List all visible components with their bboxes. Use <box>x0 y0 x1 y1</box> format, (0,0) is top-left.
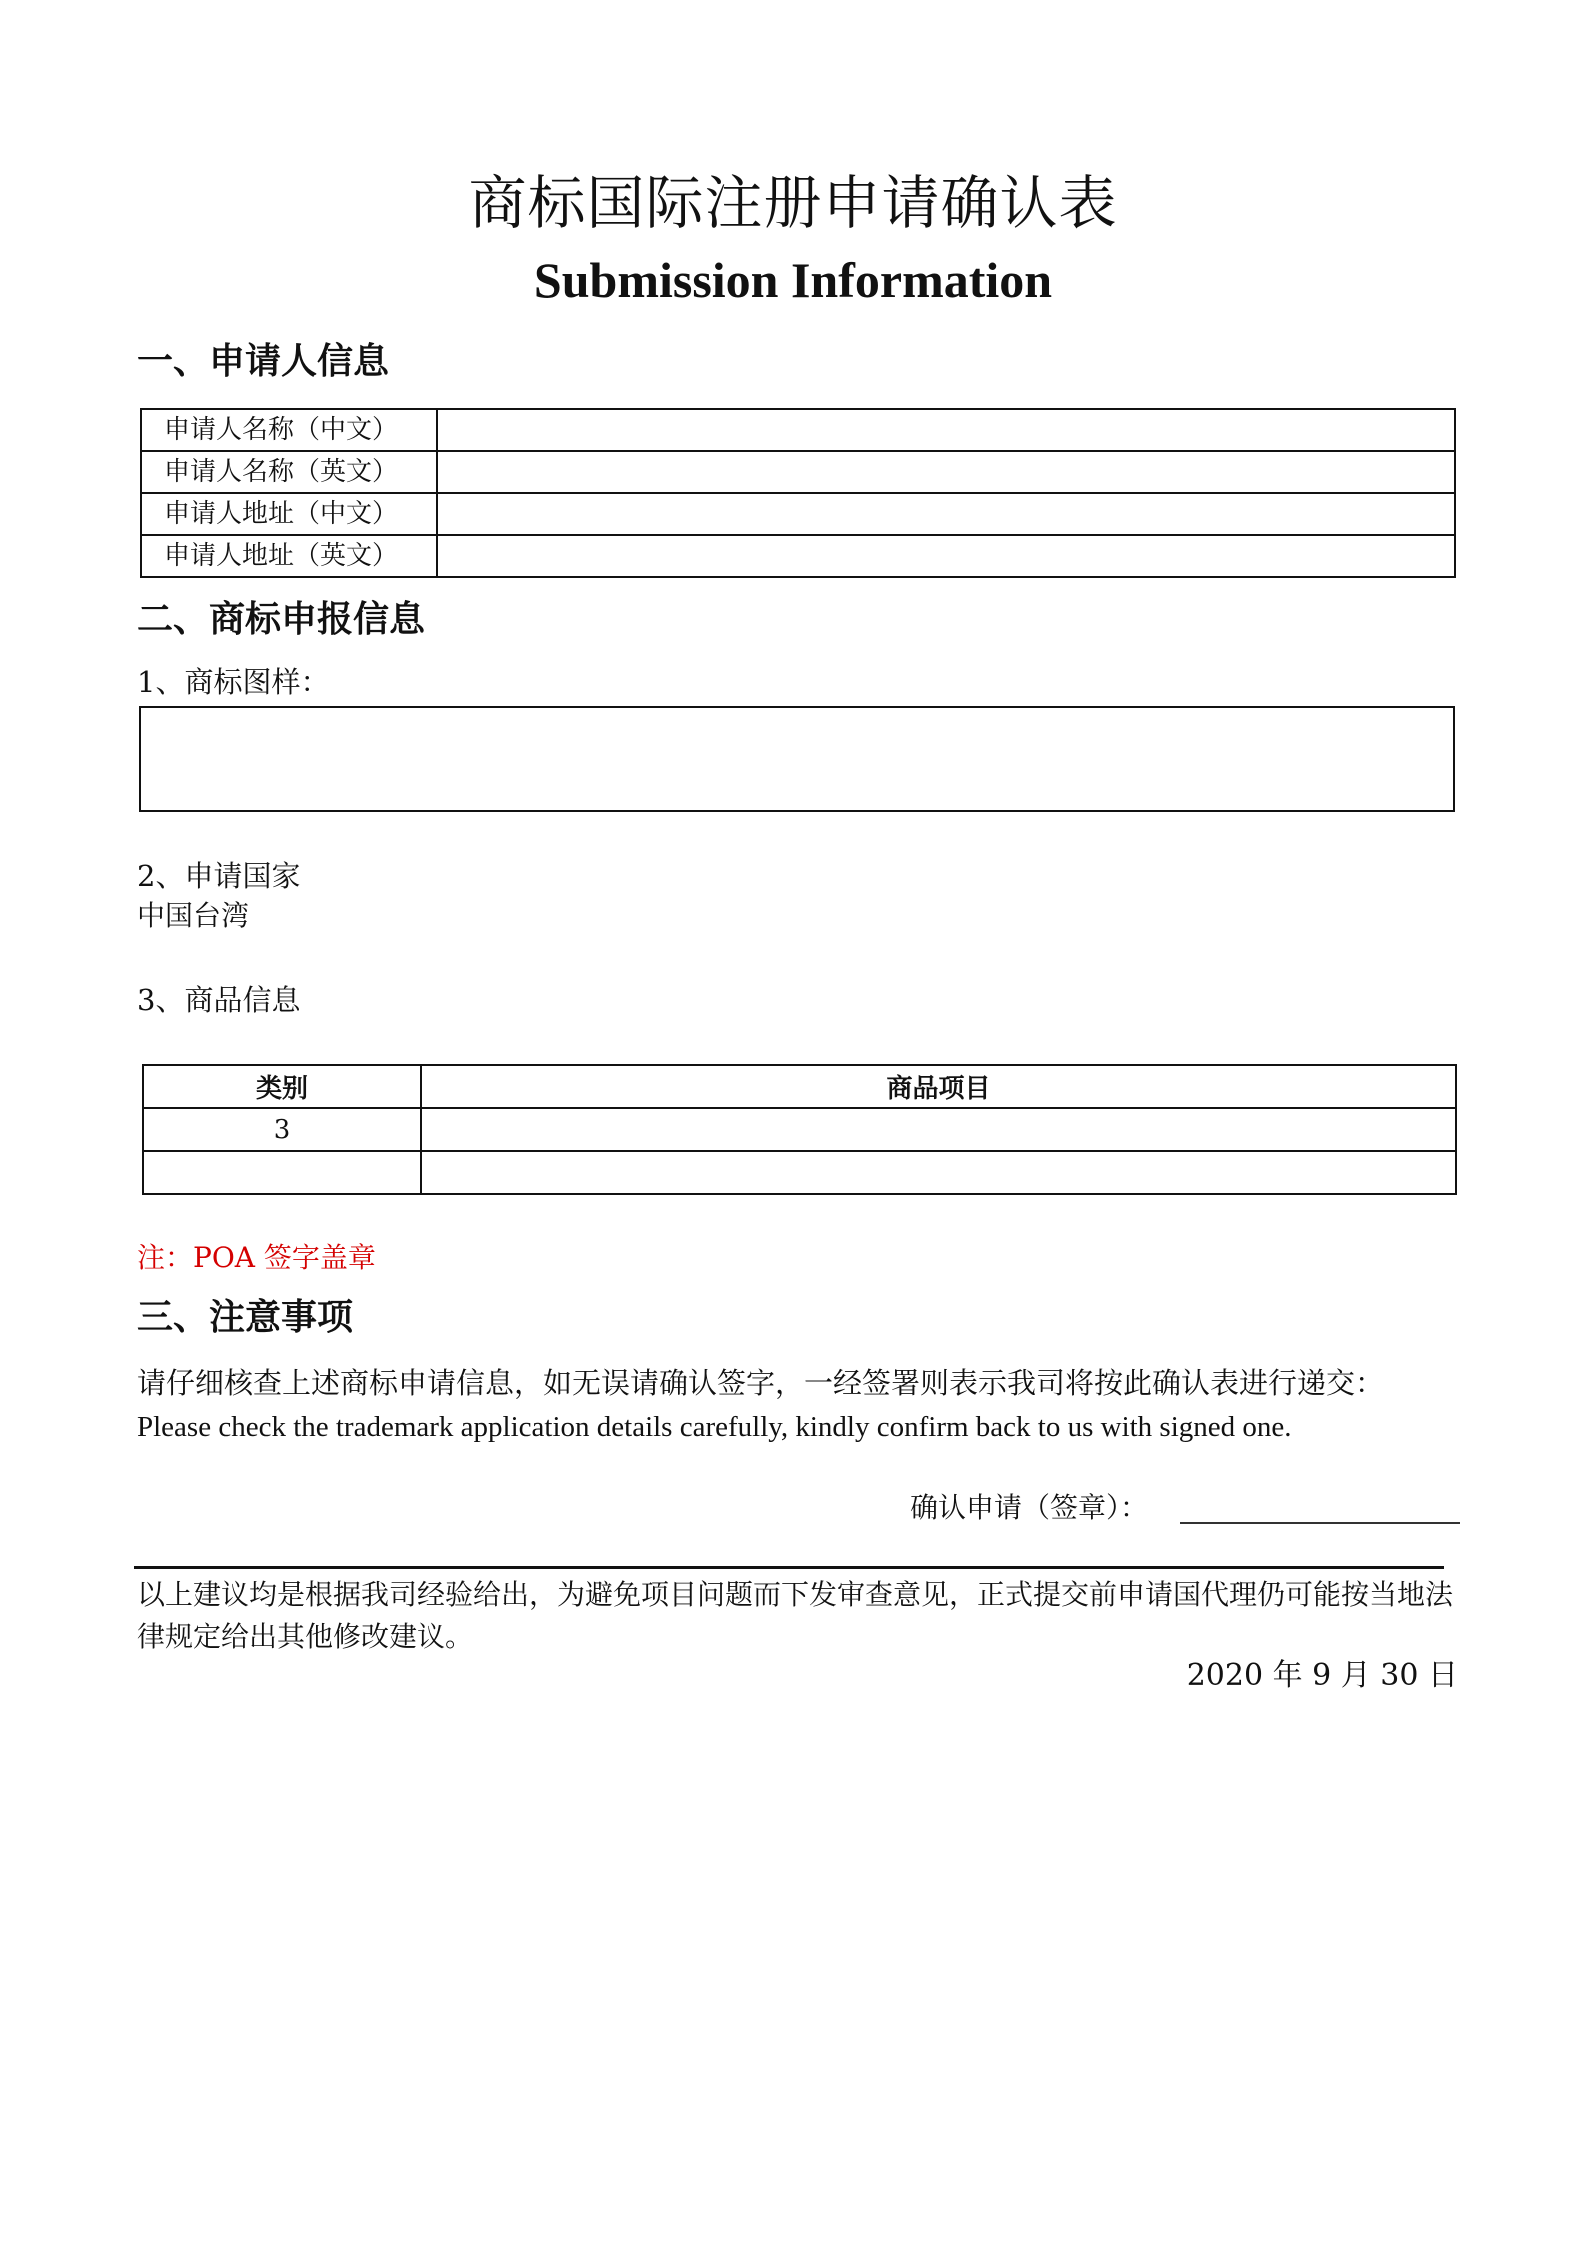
applicant-info-table <box>140 408 1456 578</box>
disclaimer-text: 以上建议均是根据我司经验给出，为避免项目问题而下发审查意见，正式提交前申请国代理仍可能按当地法律规定给出其他修改建议。 <box>137 1578 1454 1653</box>
document-title-cn: 商标国际注册申请确认表 <box>468 169 1118 237</box>
goods-label: 3、商品信息 <box>137 983 301 1017</box>
applicant-address-en-field[interactable] <box>437 535 1455 577</box>
document-date: 2020 年 9 月 30 日 <box>1186 1658 1458 1693</box>
goods-class-header: 类别 <box>143 1065 421 1108</box>
section-trademark-heading: 二、商标申报信息 <box>137 599 426 640</box>
applicant-name-cn-field[interactable] <box>437 409 1455 451</box>
applicant-name-en-label: 申请人名称（英文） <box>141 451 437 493</box>
confirm-signature-label: 确认申请（签章）： <box>910 1491 1149 1524</box>
table-row <box>141 451 1455 493</box>
applicant-address-cn-label: 申请人地址（中文） <box>141 493 437 535</box>
applicant-address-cn-field[interactable] <box>437 493 1455 535</box>
table-row <box>143 1108 1456 1151</box>
goods-items-cell[interactable] <box>421 1151 1456 1194</box>
trademark-image-label: 1、商标图样： <box>137 665 330 699</box>
table-row <box>141 493 1455 535</box>
poa-note: 注：POA 签字盖章 <box>137 1241 376 1274</box>
section-applicant-heading: 一、申请人信息 <box>137 341 390 382</box>
goods-table <box>142 1064 1457 1195</box>
applicant-name-cn-label: 申请人名称（中文） <box>141 409 437 451</box>
table-row <box>141 409 1455 451</box>
table-header-row <box>143 1065 1456 1108</box>
table-row <box>141 535 1455 577</box>
trademark-image-box[interactable] <box>139 706 1455 812</box>
footer-divider <box>134 1566 1444 1569</box>
goods-items-cell[interactable] <box>421 1108 1456 1151</box>
section-notice-heading: 三、注意事项 <box>137 1297 354 1338</box>
notice-text-en: Please check the trademark application details carefully, kindly confirm back to us with signed one. <box>137 1411 1292 1443</box>
applicant-name-en-field[interactable] <box>437 451 1455 493</box>
signature-line[interactable] <box>1180 1522 1460 1524</box>
applicant-address-en-label: 申请人地址（英文） <box>141 535 437 577</box>
document-title-en: Submission Information <box>533 252 1053 308</box>
table-row <box>143 1151 1456 1194</box>
country-value: 中国台湾 <box>137 899 250 932</box>
goods-items-header: 商品项目 <box>421 1065 1456 1108</box>
goods-class-cell[interactable] <box>143 1151 421 1194</box>
goods-class-cell[interactable]: 3 <box>143 1108 421 1151</box>
notice-text-cn: 请仔细核查上述商标申请信息，如无误请确认签字，一经签署则表示我司将按此确认表进行递交： <box>137 1366 1385 1400</box>
country-label: 2、申请国家 <box>137 859 301 893</box>
